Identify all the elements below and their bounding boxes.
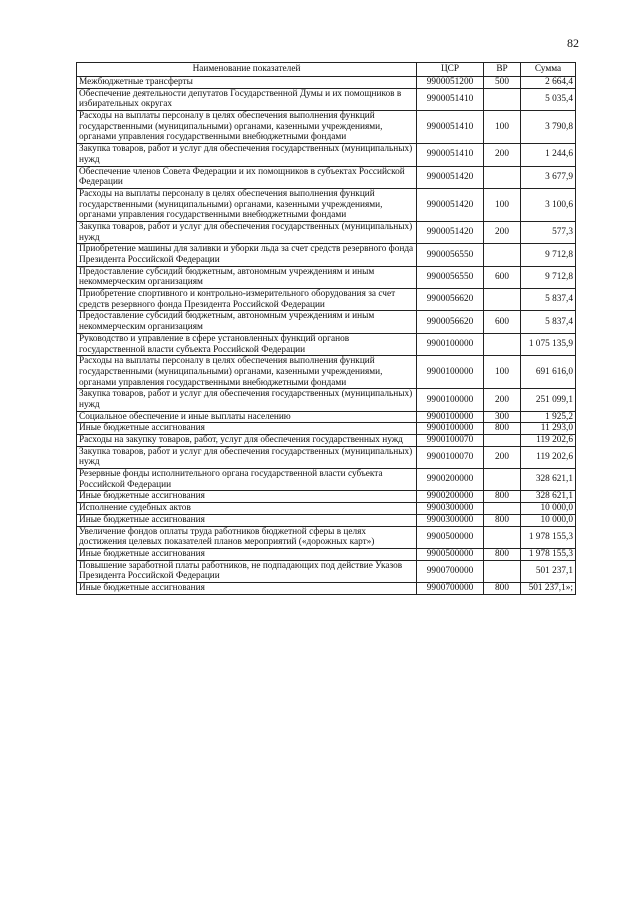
cell-vr: 800 (484, 514, 521, 526)
table-row (77, 389, 576, 411)
header-csr: ЦСР (417, 63, 484, 77)
table-row (77, 514, 576, 526)
table-row (77, 188, 576, 221)
cell-vr (484, 469, 521, 491)
cell-sum: 10 000,0 (521, 514, 576, 526)
cell-sum: 1 978 155,3 (521, 548, 576, 560)
table-header-row (77, 63, 576, 77)
cell-sum: 501 237,1»; (521, 582, 576, 594)
table-row (77, 446, 576, 468)
cell-csr: 9900051420 (417, 166, 484, 188)
cell-csr: 9900051410 (417, 88, 484, 110)
cell-sum: 5 837,4 (521, 289, 576, 311)
cell-csr: 9900100000 (417, 423, 484, 435)
cell-csr: 9900100000 (417, 333, 484, 355)
cell-csr: 9900051410 (417, 111, 484, 144)
cell-name: Приобретение машины для заливки и уборки льда за счет средств резервного фонда Президента Российской Федерации (77, 244, 417, 266)
header-vr: ВР (484, 63, 521, 77)
cell-vr: 600 (484, 266, 521, 288)
cell-sum: 691 616,0 (521, 356, 576, 389)
table-row (77, 311, 576, 333)
cell-vr: 100 (484, 188, 521, 221)
cell-vr: 100 (484, 111, 521, 144)
cell-csr: 9900100070 (417, 446, 484, 468)
cell-name: Иные бюджетные ассигнования (77, 491, 417, 503)
cell-name: Предоставление субсидий бюджетным, автономным учреждениям и иным некоммерческим организациям (77, 266, 417, 288)
cell-csr: 9900056620 (417, 289, 484, 311)
table-body (77, 77, 576, 595)
cell-vr: 500 (484, 77, 521, 89)
cell-name: Приобретение спортивного и контрольно-измерительного оборудования за счет средств резервного фонда Президента Российской Федерации (77, 289, 417, 311)
table-row (77, 88, 576, 110)
table-row (77, 77, 576, 89)
table-row (77, 548, 576, 560)
cell-sum: 328 621,1 (521, 491, 576, 503)
cell-csr: 9900700000 (417, 560, 484, 582)
table-row (77, 111, 576, 144)
cell-vr (484, 289, 521, 311)
cell-sum: 1 075 135,9 (521, 333, 576, 355)
cell-vr: 100 (484, 356, 521, 389)
cell-vr (484, 88, 521, 110)
cell-sum: 5 837,4 (521, 311, 576, 333)
budget-table (76, 62, 576, 595)
cell-name: Межбюджетные трансферты (77, 77, 417, 89)
cell-csr: 9900100000 (417, 389, 484, 411)
cell-sum: 3 677,9 (521, 166, 576, 188)
cell-sum: 328 621,1 (521, 469, 576, 491)
cell-csr: 9900200000 (417, 491, 484, 503)
cell-csr: 9900100070 (417, 435, 484, 447)
cell-vr: 800 (484, 491, 521, 503)
header-sum: Сумма (521, 63, 576, 77)
cell-vr: 800 (484, 548, 521, 560)
cell-sum: 11 293,0 (521, 423, 576, 435)
cell-sum: 1 978 155,3 (521, 526, 576, 548)
cell-csr: 9900200000 (417, 469, 484, 491)
cell-csr: 9900051420 (417, 188, 484, 221)
cell-vr: 600 (484, 311, 521, 333)
cell-name: Руководство и управление в сфере установленных функций органов государственной власти субъекта Российской Федерации (77, 333, 417, 355)
cell-sum: 3 100,6 (521, 188, 576, 221)
table-row (77, 435, 576, 447)
table-row (77, 144, 576, 166)
cell-sum: 1 244,6 (521, 144, 576, 166)
table-row (77, 526, 576, 548)
cell-name: Предоставление субсидий бюджетным, автономным учреждениям и иным некоммерческим организациям (77, 311, 417, 333)
cell-name: Социальное обеспечение и иные выплаты населению (77, 411, 417, 423)
cell-name: Исполнение судебных актов (77, 503, 417, 515)
cell-name: Расходы на выплаты персоналу в целях обеспечения выполнения функций государственными (муниципальными) органами, казенными учреждениями, органами управления государственными внебюджетными фондами (77, 188, 417, 221)
cell-sum: 5 035,4 (521, 88, 576, 110)
cell-vr: 200 (484, 144, 521, 166)
cell-name: Иные бюджетные ассигнования (77, 582, 417, 594)
cell-sum: 501 237,1 (521, 560, 576, 582)
cell-csr: 9900700000 (417, 582, 484, 594)
cell-csr: 9900100000 (417, 356, 484, 389)
cell-sum: 251 099,1 (521, 389, 576, 411)
table-row (77, 582, 576, 594)
table-row (77, 356, 576, 389)
cell-name: Расходы на выплаты персоналу в целях обеспечения выполнения функций государственными (муниципальными) органами, казенными учреждениями, органами управления государственными внебюджетными фондами (77, 356, 417, 389)
table-row (77, 560, 576, 582)
cell-vr: 800 (484, 423, 521, 435)
cell-sum: 119 202,6 (521, 446, 576, 468)
cell-vr (484, 333, 521, 355)
cell-name: Обеспечение деятельности депутатов Государственной Думы и их помощников в избирательных округах (77, 88, 417, 110)
table-row (77, 469, 576, 491)
cell-name: Иные бюджетные ассигнования (77, 514, 417, 526)
table-row (77, 491, 576, 503)
cell-sum: 577,3 (521, 221, 576, 243)
table-row (77, 411, 576, 423)
cell-csr: 9900051420 (417, 221, 484, 243)
cell-name: Расходы на выплаты персоналу в целях обеспечения выполнения функций государственными (муниципальными) органами, казенными учреждениями, органами управления государственными внебюджетными фондами (77, 111, 417, 144)
cell-name: Закупка товаров, работ и услуг для обеспечения государственных (муниципальных) нужд (77, 389, 417, 411)
header-name: Наименование показателей (77, 63, 417, 77)
cell-name: Обеспечение членов Совета Федерации и их помощников в субъектах Российской Федерации (77, 166, 417, 188)
table-row (77, 423, 576, 435)
cell-vr (484, 244, 521, 266)
cell-vr: 800 (484, 582, 521, 594)
table-row (77, 503, 576, 515)
cell-vr (484, 526, 521, 548)
cell-sum: 3 790,8 (521, 111, 576, 144)
cell-csr: 9900300000 (417, 514, 484, 526)
table-row (77, 333, 576, 355)
cell-vr: 200 (484, 221, 521, 243)
cell-csr: 9900056550 (417, 244, 484, 266)
cell-sum: 1 925,2 (521, 411, 576, 423)
table-row (77, 289, 576, 311)
cell-name: Закупка товаров, работ и услуг для обеспечения государственных (муниципальных) нужд (77, 144, 417, 166)
cell-vr (484, 166, 521, 188)
cell-sum: 9 712,8 (521, 266, 576, 288)
table-row (77, 266, 576, 288)
cell-vr (484, 560, 521, 582)
cell-name: Закупка товаров, работ и услуг для обеспечения государственных (муниципальных) нужд (77, 221, 417, 243)
cell-sum: 9 712,8 (521, 244, 576, 266)
cell-csr: 9900100000 (417, 411, 484, 423)
cell-name: Иные бюджетные ассигнования (77, 548, 417, 560)
table-row (77, 244, 576, 266)
cell-csr: 9900056550 (417, 266, 484, 288)
cell-name: Резервные фонды исполнительного органа государственной власти субъекта Российской Федерации (77, 469, 417, 491)
cell-name: Закупка товаров, работ и услуг для обеспечения государственных (муниципальных) нужд (77, 446, 417, 468)
cell-name: Расходы на закупку товаров, работ, услуг для обеспечения государственных нужд (77, 435, 417, 447)
cell-name: Повышение заработной платы работников, не подпадающих под действие Указов Президента Российской Федерации (77, 560, 417, 582)
cell-csr: 9900500000 (417, 548, 484, 560)
cell-csr: 9900500000 (417, 526, 484, 548)
cell-name: Иные бюджетные ассигнования (77, 423, 417, 435)
cell-vr (484, 503, 521, 515)
cell-csr: 9900051200 (417, 77, 484, 89)
cell-sum: 10 000,0 (521, 503, 576, 515)
page-number: 82 (567, 36, 579, 50)
cell-csr: 9900300000 (417, 503, 484, 515)
cell-sum: 119 202,6 (521, 435, 576, 447)
table-row (77, 166, 576, 188)
cell-sum: 2 664,4 (521, 77, 576, 89)
cell-vr (484, 435, 521, 447)
cell-csr: 9900051410 (417, 144, 484, 166)
cell-vr: 200 (484, 389, 521, 411)
cell-name: Увеличение фондов оплаты труда работников бюджетной сферы в целях достижения целевых показателей планов мероприятий («дорожных карт») (77, 526, 417, 548)
cell-vr: 300 (484, 411, 521, 423)
cell-csr: 9900056620 (417, 311, 484, 333)
table-row (77, 221, 576, 243)
cell-vr: 200 (484, 446, 521, 468)
